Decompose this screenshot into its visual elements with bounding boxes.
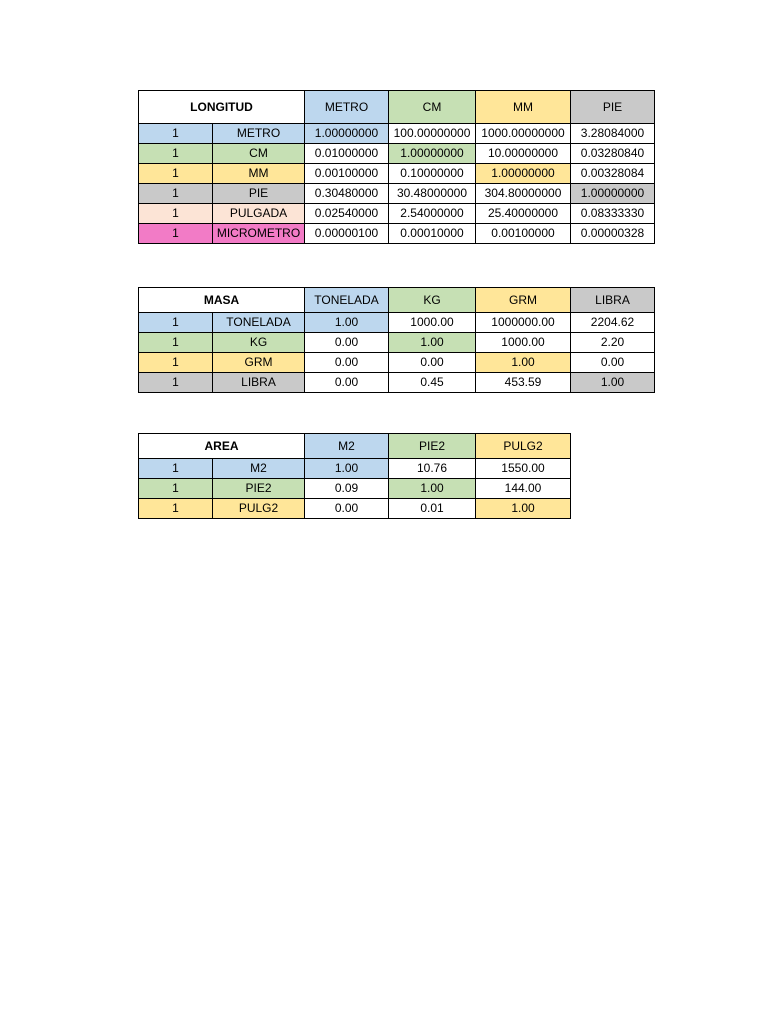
- area-col-header: PIE2: [389, 434, 476, 459]
- value-cell: 0.00: [305, 333, 389, 353]
- unit-cell: PULG2: [213, 499, 305, 519]
- value-cell: 0.00: [571, 353, 655, 373]
- value-cell: 1000.00: [389, 313, 476, 333]
- qty-cell: 1: [139, 144, 213, 164]
- value-cell: 1000.00000000: [476, 124, 571, 144]
- value-cell: 2204.62: [571, 313, 655, 333]
- table-row: [139, 479, 571, 499]
- value-cell: 0.00100000: [476, 224, 571, 244]
- table-row: [139, 144, 655, 164]
- value-cell: 10.76: [389, 459, 476, 479]
- value-cell: 0.00: [305, 373, 389, 393]
- value-cell: 100.00000000: [389, 124, 476, 144]
- value-cell: 10.00000000: [476, 144, 571, 164]
- value-cell: 1.00: [571, 373, 655, 393]
- value-cell: 0.01000000: [305, 144, 389, 164]
- value-cell: 1.00: [305, 459, 389, 479]
- value-cell: 0.03280840: [571, 144, 655, 164]
- table-row: [139, 333, 655, 353]
- qty-cell: 1: [139, 353, 213, 373]
- value-cell: 1.00000000: [476, 164, 571, 184]
- value-cell: 1.00: [305, 313, 389, 333]
- qty-cell: 1: [139, 224, 213, 244]
- value-cell: 30.48000000: [389, 184, 476, 204]
- value-cell: 25.40000000: [476, 204, 571, 224]
- value-cell: 0.00: [389, 353, 476, 373]
- unit-cell: LIBRA: [213, 373, 305, 393]
- masa-title: MASA: [139, 288, 305, 313]
- value-cell: 0.10000000: [389, 164, 476, 184]
- qty-cell: 1: [139, 124, 213, 144]
- value-cell: 1550.00: [476, 459, 571, 479]
- masa-col-header: KG: [389, 288, 476, 313]
- unit-cell: PIE: [213, 184, 305, 204]
- value-cell: 1.00000000: [571, 184, 655, 204]
- value-cell: 1.00: [389, 333, 476, 353]
- area-header-row: [139, 434, 571, 459]
- masa-col-header: LIBRA: [571, 288, 655, 313]
- value-cell: 0.00000328: [571, 224, 655, 244]
- value-cell: 453.59: [476, 373, 571, 393]
- unit-cell: GRM: [213, 353, 305, 373]
- area-table: [138, 433, 571, 519]
- qty-cell: 1: [139, 313, 213, 333]
- value-cell: 0.45: [389, 373, 476, 393]
- value-cell: 0.30480000: [305, 184, 389, 204]
- longitud-col-header: METRO: [305, 91, 389, 124]
- longitud-table: [138, 90, 655, 244]
- unit-cell: M2: [213, 459, 305, 479]
- qty-cell: 1: [139, 164, 213, 184]
- value-cell: 0.08333330: [571, 204, 655, 224]
- qty-cell: 1: [139, 459, 213, 479]
- table-row: [139, 353, 655, 373]
- longitud-col-header: PIE: [571, 91, 655, 124]
- value-cell: 1.00000000: [305, 124, 389, 144]
- value-cell: 1000.00: [476, 333, 571, 353]
- value-cell: 0.09: [305, 479, 389, 499]
- table-row: [139, 313, 655, 333]
- value-cell: 0.00: [305, 499, 389, 519]
- value-cell: 1.00000000: [389, 144, 476, 164]
- unit-cell: PULGADA: [213, 204, 305, 224]
- value-cell: 1.00: [389, 479, 476, 499]
- area-col-header: M2: [305, 434, 389, 459]
- longitud-title: LONGITUD: [139, 91, 305, 124]
- unit-cell: MICROMETRO: [213, 224, 305, 244]
- value-cell: 1000000.00: [476, 313, 571, 333]
- area-col-header: PULG2: [476, 434, 571, 459]
- table-row: [139, 224, 655, 244]
- value-cell: 144.00: [476, 479, 571, 499]
- table-row: [139, 499, 571, 519]
- masa-header-row: [139, 288, 655, 313]
- value-cell: 0.02540000: [305, 204, 389, 224]
- unit-cell: PIE2: [213, 479, 305, 499]
- unit-cell: TONELADA: [213, 313, 305, 333]
- table-row: [139, 373, 655, 393]
- value-cell: 0.00000100: [305, 224, 389, 244]
- masa-col-header: GRM: [476, 288, 571, 313]
- value-cell: 0.00: [305, 353, 389, 373]
- value-cell: 3.28084000: [571, 124, 655, 144]
- value-cell: 0.01: [389, 499, 476, 519]
- qty-cell: 1: [139, 184, 213, 204]
- value-cell: 1.00: [476, 353, 571, 373]
- table-row: [139, 459, 571, 479]
- longitud-header-row: [139, 91, 655, 124]
- table-row: [139, 204, 655, 224]
- qty-cell: 1: [139, 479, 213, 499]
- longitud-col-header: MM: [476, 91, 571, 124]
- value-cell: 1.00: [476, 499, 571, 519]
- value-cell: 0.00328084: [571, 164, 655, 184]
- value-cell: 2.54000000: [389, 204, 476, 224]
- masa-col-header: TONELADA: [305, 288, 389, 313]
- table-row: [139, 164, 655, 184]
- value-cell: 2.20: [571, 333, 655, 353]
- qty-cell: 1: [139, 499, 213, 519]
- table-row: [139, 124, 655, 144]
- value-cell: 0.00010000: [389, 224, 476, 244]
- longitud-col-header: CM: [389, 91, 476, 124]
- unit-cell: CM: [213, 144, 305, 164]
- masa-table: [138, 287, 655, 393]
- unit-cell: KG: [213, 333, 305, 353]
- value-cell: 0.00100000: [305, 164, 389, 184]
- table-row: [139, 184, 655, 204]
- area-title: AREA: [139, 434, 305, 459]
- qty-cell: 1: [139, 204, 213, 224]
- qty-cell: 1: [139, 333, 213, 353]
- qty-cell: 1: [139, 373, 213, 393]
- value-cell: 304.80000000: [476, 184, 571, 204]
- unit-cell: METRO: [213, 124, 305, 144]
- unit-cell: MM: [213, 164, 305, 184]
